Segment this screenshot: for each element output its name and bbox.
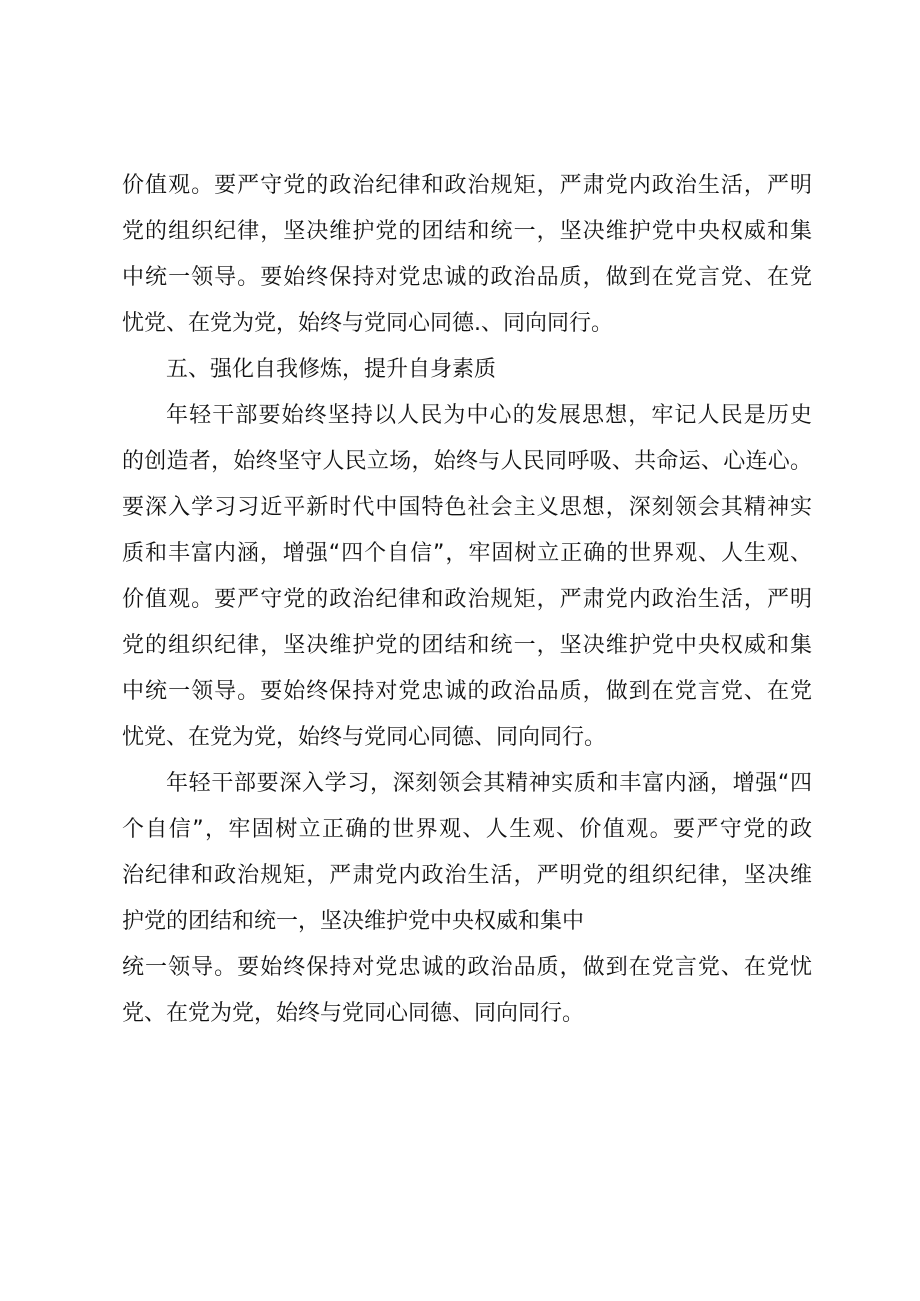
text-line: 年轻干部要始终坚持以人民为中心的发展思想，牢记人民是历史 xyxy=(166,403,812,428)
body-text xyxy=(122,163,812,1037)
text-line: 忧党、在党为党，始终与党同心同德、同向同行。 xyxy=(122,725,607,750)
text-line: 中统一领导。要始终保持对党忠诚的政治品质，做到在党言党、在党 xyxy=(122,679,812,704)
text-line: 的创造者，始终坚守人民立场，始终与人民同呼吸、共命运、心连心。 xyxy=(122,449,812,474)
text-line: 统一领导。要始终保持对党忠诚的政治品质，做到在党言党、在党忧 xyxy=(122,955,812,980)
text-line: 治纪律和政治规矩，严肃党内政治生活，严明党的组织纪律，坚决维 xyxy=(122,863,812,888)
text-line: 质和丰富内涵，增强“四个自信”，牢固树立正确的世界观、人生观、 xyxy=(122,541,812,566)
text-line: 忧党、在党为党，始终与党同心同德.、同向同行。 xyxy=(122,311,613,336)
text-line: 护党的团结和统一，坚决维护党中央权威和集中 xyxy=(122,909,585,934)
text-line: 价值观。要严守党的政治纪律和政治规矩，严肃党内政治生活，严明 xyxy=(122,173,812,198)
text-line: 党的组织纪律，坚决维护党的团结和统一，坚决维护党中央权威和集 xyxy=(122,219,812,244)
text-line: 个自信”，牢固树立正确的世界观、人生观、价值观。要严守党的政 xyxy=(122,817,812,842)
text-line: 党的组织纪律，坚决维护党的团结和统一，坚决维护党中央权威和集 xyxy=(122,633,812,658)
text-line: 要深入学习习近平新时代中国特色社会主义思想，深刻领会其精神实 xyxy=(122,495,812,520)
text-line: 年轻干部要深入学习，深刻领会其精神实质和丰富内涵，增强“四 xyxy=(166,771,812,796)
text-line: 党、在党为党，始终与党同心同德、同向同行。 xyxy=(122,1001,585,1026)
section-heading: 五、强化自我修炼，提升自身素质 xyxy=(166,357,497,382)
text-line: 中统一领导。要始终保持对党忠诚的政治品质，做到在党言党、在党 xyxy=(122,265,812,290)
text-line: 价值观。要严守党的政治纪律和政治规矩，严肃党内政治生活，严明 xyxy=(122,587,812,612)
